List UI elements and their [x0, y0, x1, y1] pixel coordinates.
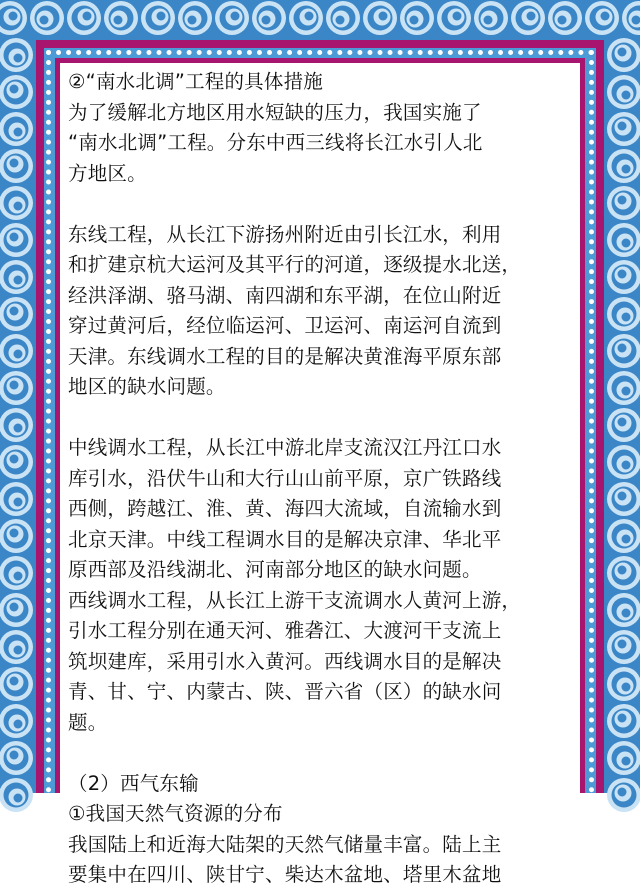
swirl-ornament	[548, 1, 582, 35]
document-body	[68, 67, 573, 891]
swirl-ornament	[0, 519, 33, 553]
swirl-ornament	[0, 260, 33, 294]
swirl-ornament	[474, 1, 508, 35]
document-page	[60, 63, 580, 886]
swirl-ornament	[0, 371, 33, 405]
text-line: 要集中在四川、陕甘宁、柴达木盆地、塔里木盆地	[68, 863, 502, 886]
swirl-ornament	[0, 667, 33, 701]
swirl-ornament	[0, 297, 33, 331]
swirl-ornament	[0, 112, 33, 146]
paragraph-gap	[68, 189, 573, 220]
swirl-ornament	[607, 593, 640, 627]
swirl-ornament	[607, 630, 640, 664]
swirl-ornament	[0, 38, 33, 72]
swirl-ornament	[437, 1, 471, 35]
text-line: 北京天津。中线工程调水目的是解决京津、华北平	[68, 527, 502, 551]
swirl-ornament	[67, 1, 101, 35]
swirl-ornament	[0, 482, 33, 516]
swirl-ornament	[607, 334, 640, 368]
text-line: 和扩建京杭大运河及其平行的河道，逐级提水北送，	[68, 253, 522, 276]
swirl-ornament	[607, 408, 640, 442]
swirl-ornament	[400, 1, 434, 35]
text-line: “南水北调”工程。分东中西三线将长江水引人北	[68, 131, 483, 154]
swirl-ornament	[0, 1, 27, 35]
text-line: 我国陆上和近海大陆架的天然气储量丰富。陆上主	[68, 832, 502, 856]
swirl-ornament	[30, 1, 64, 35]
text-line: 东线工程，从长江下游扬州附近由引长江水，利用	[68, 222, 502, 246]
swirl-ornament	[0, 556, 33, 590]
swirl-ornament	[0, 630, 33, 664]
swirl-ornament	[0, 223, 33, 257]
swirl-ornament	[0, 741, 33, 775]
swirl-ornament	[363, 1, 397, 35]
swirl-ornament	[289, 1, 323, 35]
text-line: 经洪泽湖、骆马湖、南四湖和东平湖，在位山附近	[68, 283, 502, 307]
text-line: ②“南水北调”工程的具体措施	[68, 70, 323, 93]
text-line: 为了缓解北方地区用水短缺的压力，我国实施了	[68, 100, 482, 124]
swirl-ornament	[607, 445, 640, 479]
subsection-heading: ①我国天然气资源的分布	[68, 802, 283, 825]
swirl-ornament	[607, 186, 640, 220]
swirl-ornament	[0, 778, 33, 812]
text-line: 西侧，跨越江、淮、黄、海四大流域，自流输水到	[68, 497, 502, 520]
section-heading: （2）西气东输	[68, 771, 199, 795]
swirl-ornament	[178, 1, 212, 35]
text-line: 库引水，沿伏牛山和大行山山前平原，京广铁路线	[68, 466, 502, 490]
text-line: 天津。东线调水工程的目的是解决黄淮海平原东部	[68, 344, 502, 368]
swirl-ornament	[252, 1, 286, 35]
swirl-ornament	[607, 75, 640, 109]
swirl-ornament	[607, 112, 640, 146]
swirl-ornament	[0, 445, 33, 479]
swirl-ornament	[0, 408, 33, 442]
text-line: 西线调水工程，从长江上游干支流调水人黄河上游，	[68, 588, 522, 612]
swirl-ornament	[607, 149, 640, 183]
swirl-ornament	[607, 704, 640, 738]
swirl-ornament	[141, 1, 175, 35]
swirl-ornament	[607, 556, 640, 590]
swirl-ornament	[326, 1, 360, 35]
swirl-ornament	[607, 38, 640, 72]
swirl-ornament	[607, 741, 640, 775]
text-line: 引水工程分别在通天河、雅砻江、大渡河干支流上	[68, 619, 502, 642]
paragraph-gap	[68, 403, 573, 434]
text-line: 中线调水工程，从长江中游北岸支流汉江丹江口水	[68, 436, 502, 459]
swirl-ornament	[607, 778, 640, 812]
swirl-ornament	[607, 519, 640, 553]
swirl-ornament	[104, 1, 138, 35]
swirl-ornament	[607, 260, 640, 294]
swirl-ornament	[607, 667, 640, 701]
swirl-ornament	[622, 1, 640, 35]
swirl-ornament	[0, 334, 33, 368]
swirl-ornament	[0, 75, 33, 109]
swirl-ornament	[0, 704, 33, 738]
swirl-ornament	[607, 223, 640, 257]
swirl-ornament	[607, 371, 640, 405]
text-line: 原西部及沿线湖北、河南部分地区的缺水问题。	[68, 558, 482, 581]
text-line: 地区的缺水问题。	[68, 375, 226, 398]
swirl-ornament	[585, 1, 619, 35]
swirl-ornament	[0, 593, 33, 627]
swirl-ornament	[0, 186, 33, 220]
swirl-ornament	[607, 297, 640, 331]
text-line: 穿过黄河后，经位临运河、卫运河、南运河自流到	[68, 314, 502, 337]
text-line: 方地区。	[68, 161, 147, 185]
text-line: 青、甘、宁、内蒙古、陕、晋六省（区）的缺水问	[68, 680, 502, 703]
swirl-ornament	[607, 482, 640, 516]
swirl-ornament	[0, 149, 33, 183]
swirl-ornament	[511, 1, 545, 35]
text-line: 题。	[68, 710, 108, 734]
swirl-ornament	[215, 1, 249, 35]
paragraph-gap	[68, 738, 573, 769]
text-line: 筑坝建库，采用引水入黄河。西线调水目的是解决	[68, 649, 502, 673]
